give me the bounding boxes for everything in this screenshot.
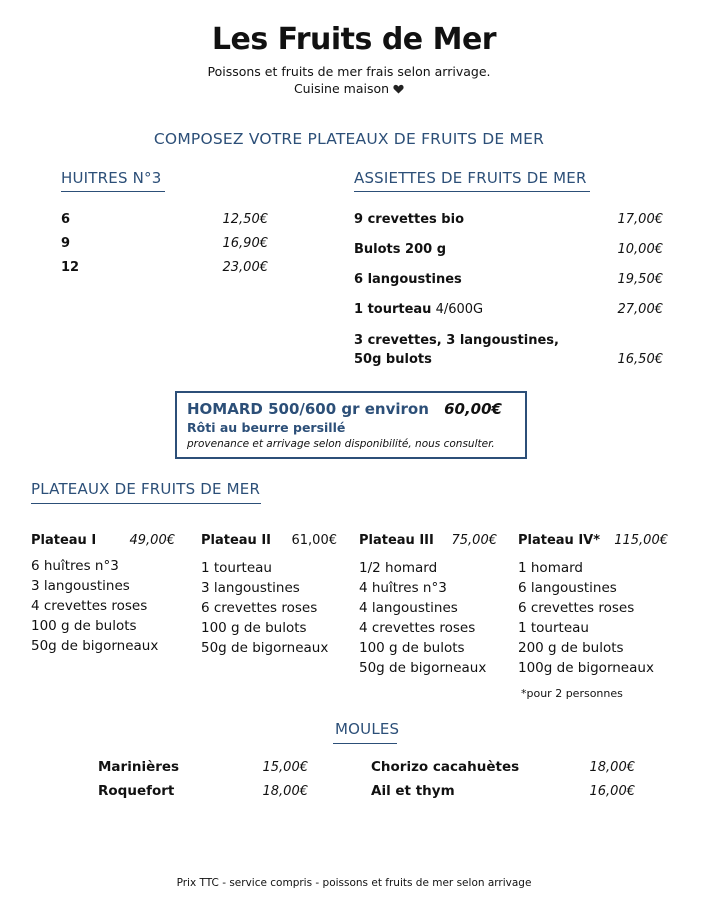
plateau-item: 3 langoustines bbox=[201, 580, 300, 596]
moule-price: 15,00€ bbox=[262, 760, 308, 775]
huitres-row-12-label: 12 bbox=[61, 260, 80, 275]
assiettes-underline bbox=[354, 191, 590, 192]
moule-label: Roquefort bbox=[98, 783, 175, 799]
huitres-underline bbox=[61, 191, 165, 192]
plateau-item: 4 crevettes roses bbox=[31, 598, 148, 614]
plateau-item: 4 crevettes roses bbox=[359, 620, 476, 636]
plateau-price: 115,00€ bbox=[614, 533, 668, 548]
moules-underline bbox=[333, 743, 397, 744]
assiette-row-price: 10,00€ bbox=[617, 242, 663, 257]
plateau-item: 6 crevettes roses bbox=[201, 600, 318, 616]
homard-subtitle: Rôti au beurre persillé bbox=[187, 420, 346, 435]
plateau-item: 100 g de bulots bbox=[359, 640, 465, 656]
plateau-name: Plateau IV* bbox=[518, 533, 601, 548]
moule-price: 18,00€ bbox=[589, 760, 635, 775]
plateau-item: 200 g de bulots bbox=[518, 640, 624, 656]
plateau-price: 61,00€ bbox=[291, 533, 337, 548]
plateau-items-list bbox=[518, 558, 654, 678]
plateau-item: 1 tourteau bbox=[518, 620, 589, 636]
moule-label: Ail et thym bbox=[371, 783, 455, 799]
moules-heading: MOULES bbox=[335, 720, 400, 738]
heart-icon bbox=[393, 84, 404, 94]
huitres-row-9-label: 9 bbox=[61, 236, 71, 251]
assiette-row-label: 6 langoustines bbox=[354, 272, 462, 287]
plateau-item: 4 huîtres n°3 bbox=[359, 580, 447, 596]
plateau-item: 100 g de bulots bbox=[201, 620, 307, 636]
assiette-row-price: 17,00€ bbox=[617, 212, 663, 227]
subtitle-line-1: Poissons et fruits de mer frais selon arrivage. bbox=[207, 64, 491, 79]
plateau-item: 100 g de bulots bbox=[31, 618, 137, 634]
huitres-row-12-price: 23,00€ bbox=[222, 260, 268, 275]
assiette-row-price: 16,50€ bbox=[617, 352, 663, 367]
plateau-item: 4 langoustines bbox=[359, 600, 458, 616]
plateau-footnote: *pour 2 personnes bbox=[521, 687, 623, 700]
plateau-items-list bbox=[201, 558, 328, 658]
homard-title: HOMARD 500/600 gr environ bbox=[187, 400, 429, 418]
plateau-item: 6 huîtres n°3 bbox=[31, 558, 119, 574]
plateau-items-list bbox=[359, 558, 486, 678]
plateau-name: Plateau III bbox=[359, 533, 434, 548]
plateau-item: 50g de bigorneaux bbox=[31, 638, 159, 654]
plateau-items-list bbox=[31, 556, 158, 656]
footer-note: Prix TTC - service compris - poissons et fruits de mer selon arrivage bbox=[176, 877, 532, 889]
moule-label: Marinières bbox=[98, 759, 180, 775]
assiette-row-price: 19,50€ bbox=[617, 272, 663, 287]
huitres-heading: HUITRES N°3 bbox=[61, 169, 162, 187]
assiette-row-label bbox=[354, 302, 483, 317]
plateau-item: 50g de bigorneaux bbox=[359, 660, 487, 676]
plateau-item: 100g de bigorneaux bbox=[518, 660, 654, 676]
assiette-row-label: Bulots 200 g bbox=[354, 242, 446, 257]
plateau-item: 6 crevettes roses bbox=[518, 600, 635, 616]
plateau-item: 1 tourteau bbox=[201, 560, 272, 576]
assiette-row-label: 3 crevettes, 3 langoustines, bbox=[354, 333, 559, 348]
homard-price: 60,00€ bbox=[444, 400, 502, 418]
huitres-row-6-price: 12,50€ bbox=[222, 212, 268, 227]
tourteau-weight: 4/600G bbox=[431, 302, 484, 317]
plateau-item: 3 langoustines bbox=[31, 578, 130, 594]
moule-price: 18,00€ bbox=[262, 784, 308, 799]
plateau-price: 49,00€ bbox=[129, 533, 175, 548]
compose-heading: COMPOSEZ VOTRE PLATEAUX DE FRUITS DE MER bbox=[153, 130, 545, 148]
huitres-row-6-label: 6 bbox=[61, 212, 71, 227]
subtitle-line-2 bbox=[0, 81, 698, 96]
plateau-name: Plateau I bbox=[31, 533, 97, 548]
assiette-row-label: 50g bulots bbox=[354, 352, 432, 367]
subtitle-text: Cuisine maison bbox=[293, 81, 390, 96]
assiettes-heading: ASSIETTES DE FRUITS DE MER bbox=[354, 169, 587, 187]
plateau-item: 6 langoustines bbox=[518, 580, 617, 596]
huitres-row-9-price: 16,90€ bbox=[222, 236, 268, 251]
assiette-row-label: 9 crevettes bio bbox=[354, 212, 464, 227]
plateau-name: Plateau II bbox=[201, 533, 272, 548]
plateau-item: 50g de bigorneaux bbox=[201, 640, 329, 656]
homard-note: provenance et arrivage selon disponibilité, nous consulter. bbox=[187, 438, 495, 450]
tourteau-label: 1 tourteau bbox=[354, 302, 432, 317]
plateau-price: 75,00€ bbox=[451, 533, 497, 548]
plateau-item: 1 homard bbox=[518, 560, 584, 576]
assiette-row-price: 27,00€ bbox=[617, 302, 663, 317]
page-title: Les Fruits de Mer bbox=[211, 22, 497, 57]
moule-label: Chorizo cacahuètes bbox=[371, 759, 520, 775]
plateaux-heading: PLATEAUX DE FRUITS DE MER bbox=[31, 480, 261, 498]
moule-price: 16,00€ bbox=[589, 784, 635, 799]
plateau-item: 1/2 homard bbox=[359, 560, 438, 576]
plateaux-underline bbox=[31, 503, 261, 504]
